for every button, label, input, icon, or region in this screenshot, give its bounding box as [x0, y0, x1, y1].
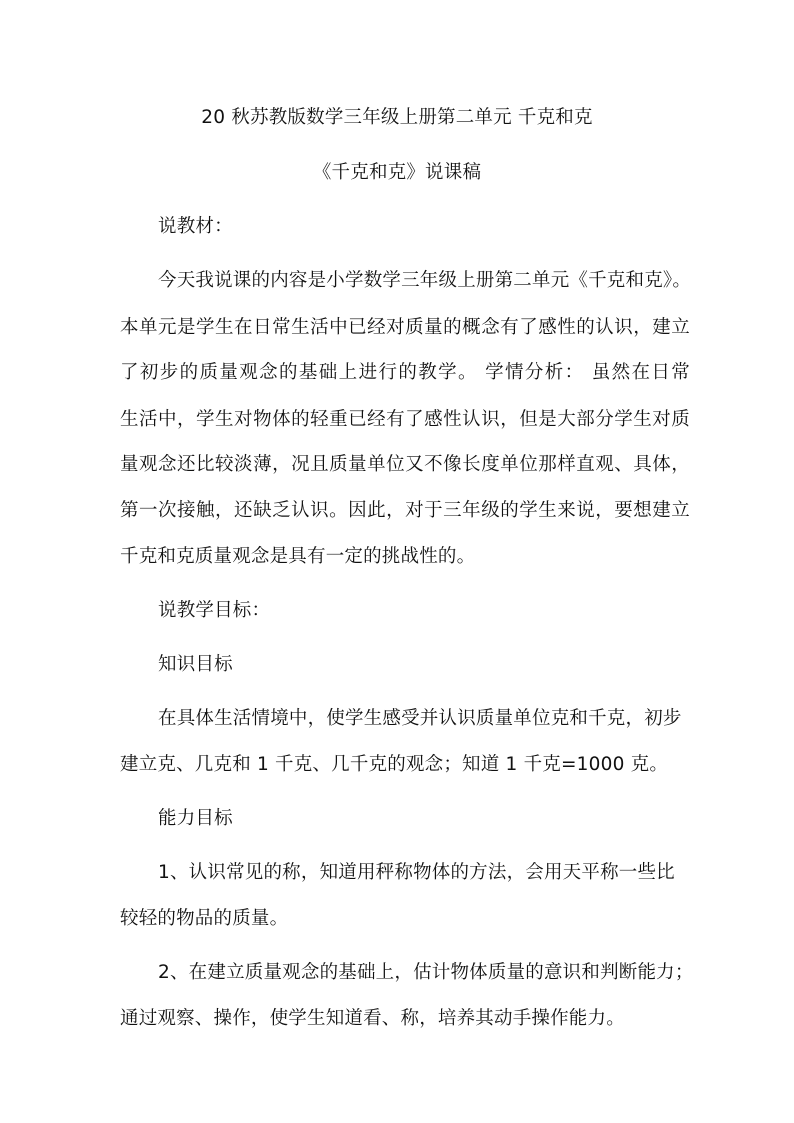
list-item-line: 通过观察、操作，使学生知道看、称，培养其动手操作能力。 — [120, 1008, 625, 1029]
paragraph-line: 量观念还比较淡薄，况且质量单位又不像长度单位那样直观、具体， — [120, 454, 690, 475]
section-heading-goals: 说教学目标： — [158, 600, 271, 621]
section-heading-material: 说教材： — [158, 216, 233, 237]
paragraph-line: 在具体生活情境中，使学生感受并认识质量单位克和千克，初步 — [158, 708, 682, 729]
list-item-line: 较轻的物品的质量。 — [120, 908, 289, 929]
document-title: 20 秋苏教版数学三年级上册第二单元 千克和克 — [201, 107, 593, 128]
paragraph-line: 生活中，学生对物体的轻重已经有了感性认识，但是大部分学生对质 — [120, 409, 690, 430]
subheading-knowledge: 知识目标 — [158, 654, 233, 675]
paragraph-line: 本单元是学生在日常生活中已经对质量的概念有了感性的认识，建立 — [120, 317, 690, 338]
list-item-line: 1、认识常见的称，知道用秤称物体的方法，会用天平称一些比 — [158, 862, 675, 883]
document-subtitle: 《千克和克》说课稿 — [312, 162, 482, 183]
paragraph-line: 了初步的质量观念的基础上进行的教学。 学情分析： 虽然在日常 — [120, 362, 690, 383]
subheading-ability: 能力目标 — [158, 808, 233, 829]
paragraph-line: 千克和克质量观念是具有一定的挑战性的。 — [120, 546, 476, 567]
paragraph-line: 今天我说课的内容是小学数学三年级上册第二单元《千克和克》。 — [158, 270, 692, 291]
paragraph-line: 第一次接触，还缺乏认识。因此，对于三年级的学生来说，要想建立 — [120, 500, 690, 521]
list-item-line: 2、在建立质量观念的基础上，估计物体质量的意识和判断能力； — [158, 962, 694, 983]
paragraph-line: 建立克、几克和 1 千克、几千克的观念；知道 1 千克=1000 克。 — [120, 754, 669, 775]
